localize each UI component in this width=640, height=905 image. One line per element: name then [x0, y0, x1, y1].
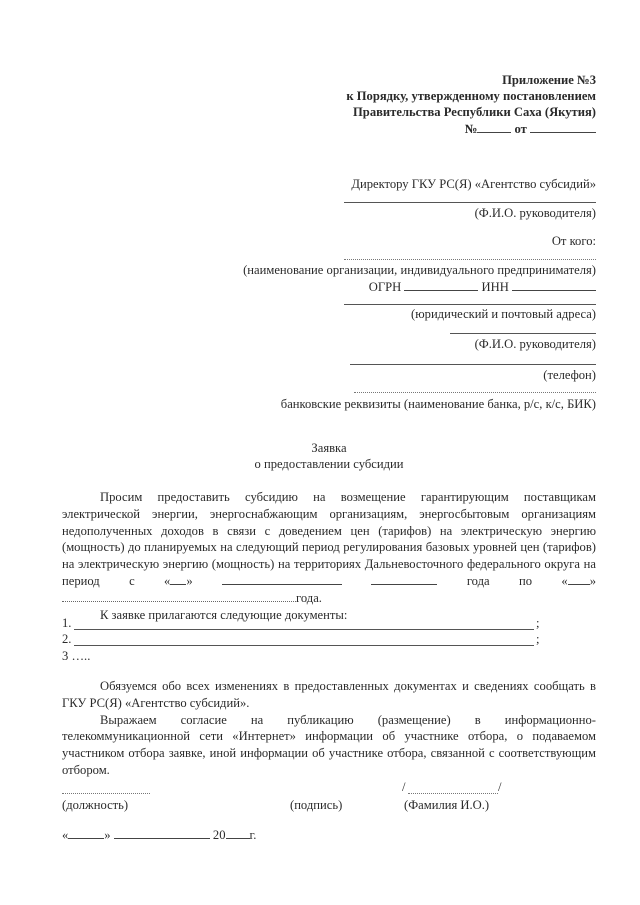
ogrn-inn-row: [369, 279, 596, 295]
name-caption: (Фамилия И.О.): [404, 798, 490, 812]
date-open-quote: «: [62, 828, 69, 842]
director-line: Директору ГКУ РС(Я) «Агентство субсидий»: [351, 177, 596, 191]
number-label: №: [464, 122, 478, 136]
signature-caption: (подпись): [290, 798, 343, 812]
name-field[interactable]: [408, 793, 498, 794]
attachments-intro: К заявке прилагаются следующие документы:: [100, 607, 348, 622]
year-suffix: г.: [249, 828, 257, 842]
position-field[interactable]: [62, 793, 150, 794]
address-caption: (юридический и почтовый адреса): [411, 307, 596, 321]
bank-details-caption: банковские реквизиты (наименование банка, р/с, к/с, БИК): [280, 397, 596, 411]
application-subtitle: о предоставлении субсидии: [254, 457, 404, 471]
date-day-field[interactable]: [68, 827, 104, 839]
from-whom-label: От кого:: [551, 234, 596, 248]
appendix-order-ref: к Порядку, утвержденному постановлением: [346, 89, 596, 103]
address-field[interactable]: [344, 304, 596, 305]
date-blank[interactable]: [530, 121, 596, 133]
phone-caption: (телефон): [543, 368, 596, 382]
attachment-semicolon-2: ;: [536, 632, 540, 646]
number-blank[interactable]: [477, 121, 511, 133]
position-caption: (должность): [62, 798, 129, 812]
inn-field[interactable]: [512, 279, 596, 291]
name-close-slash: /: [498, 780, 502, 794]
period-from-year[interactable]: [371, 573, 437, 585]
period-to-month-year[interactable]: [62, 590, 296, 602]
attachment-field-2[interactable]: [74, 645, 534, 646]
bank-details-field[interactable]: [354, 392, 596, 393]
attachment-label-3: 3 …..: [62, 649, 91, 663]
request-paragraph: [62, 489, 596, 623]
ogrn-label: ОГРН: [368, 280, 402, 294]
from-label: от: [514, 122, 527, 136]
head-fio-field[interactable]: [450, 333, 596, 334]
attachment-label-1: 1.: [62, 616, 72, 630]
attachment-label-2: 2.: [62, 632, 72, 646]
phone-field[interactable]: [350, 364, 596, 365]
appendix-number-date: [465, 121, 596, 137]
organization-caption: (наименование организации, индивидуального предпринимателя): [243, 263, 596, 277]
date-year-field[interactable]: [226, 827, 250, 839]
appendix-number: Приложение №3: [502, 73, 596, 87]
period-to-day[interactable]: [568, 573, 590, 585]
date-row: [62, 827, 256, 843]
period-year-label-2: года.: [296, 590, 322, 605]
period-from-close: »: [186, 573, 193, 588]
request-text: Просим предоставить субсидию на возмещение гарантирующим поставщикам электрической энергии, энергоснабжающим организациям, энергосбытовым организациям недополученных доходов в связи с доведением цен (тарифов) на электрическую энергию (мощность) до планируемых на следующий период регулирования базовых уровней цен (тарифов) на электрическую энергию (мощность) на территориях Дальневосточного федерального округа на период с «: [62, 490, 596, 588]
date-close-quote: »: [104, 828, 111, 842]
period-year-label-1: года по «: [466, 573, 568, 588]
attachment-semicolon-1: ;: [536, 616, 540, 630]
director-fio-field[interactable]: [344, 202, 596, 203]
head-fio-caption: (Ф.И.О. руководителя): [474, 337, 596, 351]
period-to-close: »: [589, 573, 596, 588]
name-open-slash: /: [402, 780, 406, 794]
period-from-month[interactable]: [222, 573, 342, 585]
date-month-field[interactable]: [114, 827, 210, 839]
inn-label: ИНН: [481, 280, 509, 294]
commitments-paragraphs: [62, 678, 596, 779]
period-from-day[interactable]: [170, 573, 186, 585]
organization-field[interactable]: [344, 259, 596, 260]
commit-text: Обязуемся обо всех изменениях в предоставленных документах и сведениях сообщать в ГКУ РС(Я) «Агентство субсидий».: [62, 679, 596, 710]
application-title: Заявка: [311, 441, 347, 455]
director-fio-caption: (Ф.И.О. руководителя): [474, 206, 596, 220]
appendix-government-ref: Правительства Республики Саха (Якутия): [353, 105, 596, 119]
year-prefix: 20: [212, 828, 226, 842]
consent-text: Выражаем согласие на публикацию (размещение) в информационно-телекоммуникационной сети «Интернет» информации об участнике отбора, о подаваемом участником отбора заявке, иной информации об участнике отбора, связанной с соответствующим отбором.: [62, 712, 596, 777]
ogrn-field[interactable]: [404, 279, 478, 291]
attachment-field-1[interactable]: [74, 629, 534, 630]
